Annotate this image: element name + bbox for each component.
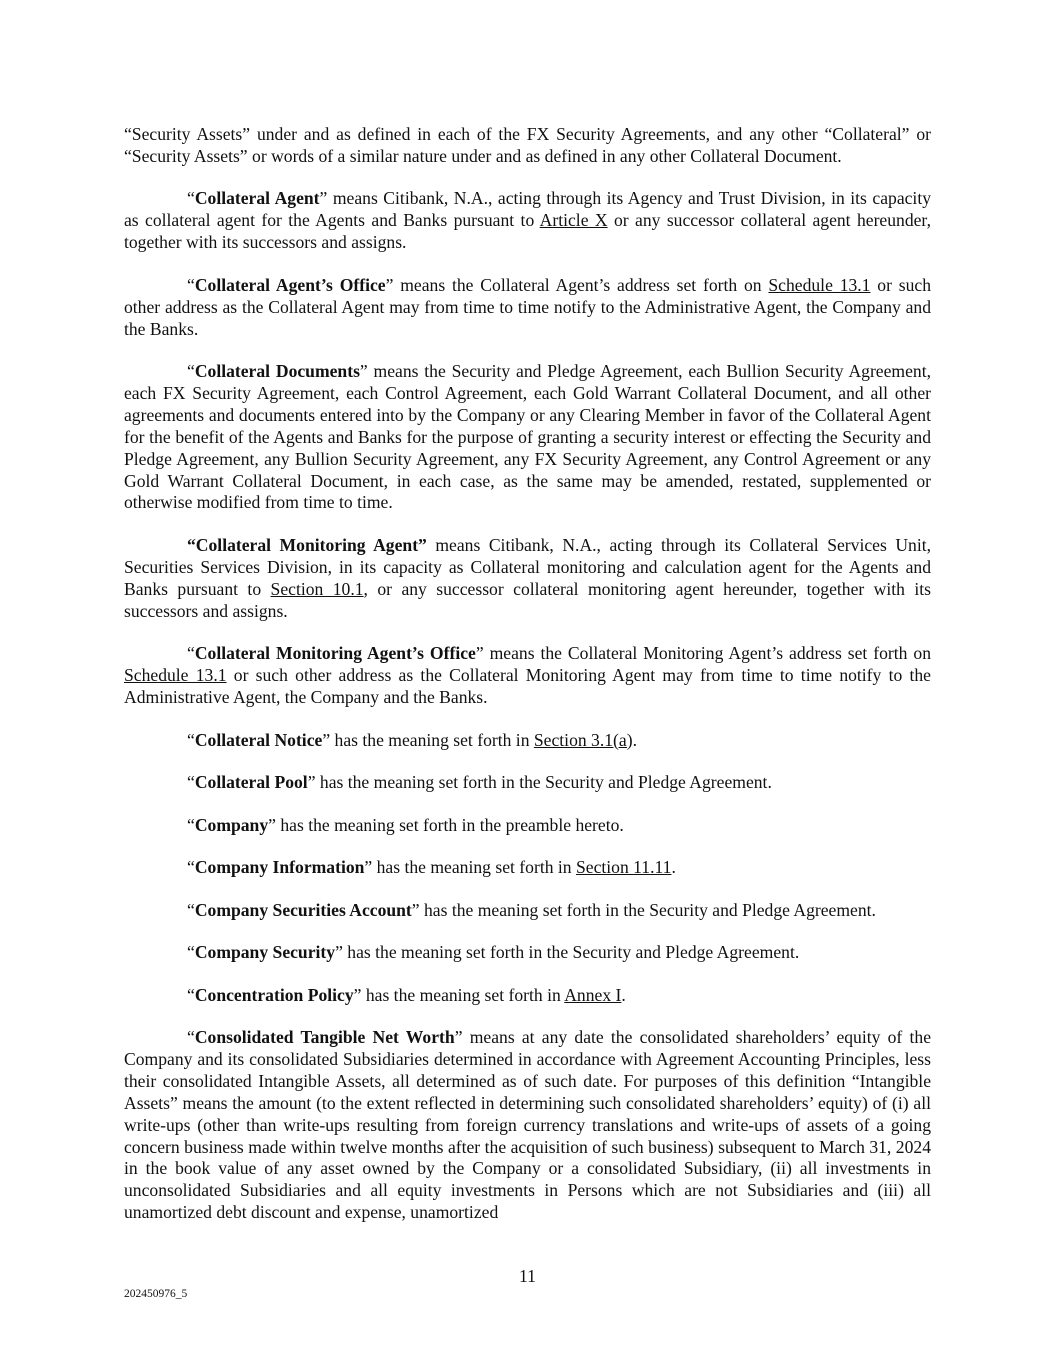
document-id: 202450976_5	[124, 1288, 188, 1300]
definition-company: “Company” has the meaning set forth in the preamble hereto.	[187, 814, 624, 835]
defined-term: Concentration Policy	[194, 984, 354, 1005]
definition-company-security: “Company Security” has the meaning set forth in the Security and Pledge Agreement.	[187, 942, 800, 962]
defined-term: Collateral Agent’s Office	[194, 274, 386, 295]
definition-collateral-agent: “Collateral Agent” means Citibank, N.A., acting through its Agency and Trust Division, in its capacity as collateral agent for the Agents and Banks pursuant to Article X or any successor collateral agent hereunder, together with its successors and assigns.	[124, 188, 932, 253]
defined-term: “Collateral Monitoring Agent”	[187, 534, 427, 555]
definition-collateral-pool: “Collateral Pool” has the meaning set forth in the Security and Pledge Agreement.	[187, 772, 772, 792]
cross-reference: Annex I	[564, 984, 622, 1005]
defined-term: Collateral Pool	[194, 772, 308, 792]
defined-term: Collateral Monitoring Agent’s Office	[194, 643, 476, 664]
cross-reference: Schedule 13.1	[768, 274, 871, 295]
definition-company-securities-account: “Company Securities Account” has the meaning set forth in the Security and Pledge Agreement.	[187, 899, 876, 920]
cross-reference: Schedule 13.1	[124, 665, 227, 686]
definition-collateral-monitoring-agent: “Collateral Monitoring Agent” means Citibank, N.A., acting through its Collateral Services Unit, Securities Services Division, in its capacity as Collateral monitoring and calculation agent for the Agents and Banks pursuant to Section 10.1, or any successor collateral monitoring agent hereunder, together with its successors and assigns.	[124, 534, 931, 621]
defined-term: Collateral Notice	[194, 729, 323, 750]
definition-consolidated-tangible-net-worth: “Consolidated Tangible Net Worth” means at any date the consolidated shareholders’ equity of the Company and its consolidated Subsidiaries determined in accordance with Agreement Accounting Principles, less their consolidated Intangible Assets, all determined as of such date. For purposes of this definition “Intangible Assets” means the amount (to the extent reflected in determining such consolidated shareholders’ equity) of (i) all write-ups (other than write-ups resulting from foreign currency translations and write-ups of assets of a going concern business made within twelve months after the acquisition of such business) subsequent to March 31, 2024 in the book value of any asset owned by the Company or a consolidated Subsidiary, (ii) all investments in unconsolidated Subsidiaries and all equity investments in Persons which are not Subsidiaries and (iii) all unamortized debt discount and expense, unamortized	[124, 1027, 932, 1223]
cross-reference: Article X	[539, 210, 608, 231]
defined-term: Collateral Documents	[194, 361, 360, 382]
definition-collateral-documents: “Collateral Documents” means the Security and Pledge Agreement, each Bullion Security Agreement, each FX Security Agreement, each Control Agreement, each Gold Warrant Collateral Document, and all other agreements and documents entered into by the Company or any Clearing Member in favor of the Collateral Agent for the benefit of the Agents and Banks for the purpose of granting a security interest or effecting the Security and Pledge Agreement, any Bullion Security Agreement, any FX Security Agreement, any Control Agreement or any Gold Warrant Collateral Document, in each case, as the same may be amended, restated, supplemented or otherwise modified from time to time.	[124, 361, 931, 513]
cross-reference: Section 10.1	[270, 578, 364, 599]
defined-term: Company Securities Account	[194, 899, 412, 920]
defined-term: Collateral Agent	[194, 188, 320, 209]
page-number: 11	[519, 1266, 536, 1286]
document-body	[124, 124, 931, 1245]
cross-reference: Section 3.1(a)	[533, 729, 633, 750]
defined-term: Company Information	[194, 857, 365, 877]
definition-collateral-agents-office: “Collateral Agent’s Office” means the Collateral Agent’s address set forth on Schedule 13.1 or such other address as the Collateral Agent may from time to time notify to the Administrative Agent, the Company and the Banks.	[124, 274, 932, 339]
definition-concentration-policy: “Concentration Policy” has the meaning set forth in Annex I.	[187, 984, 626, 1005]
defined-term: Consolidated Tangible Net Worth	[194, 1027, 455, 1047]
continuation-paragraph: “Security Assets” under and as defined in each of the FX Security Agreements, and any other “Collateral” or “Security Assets” or words of a similar nature under and as defined in any other Collateral Document.	[124, 124, 931, 166]
definition-collateral-monitoring-agents-office: “Collateral Monitoring Agent’s Office” means the Collateral Monitoring Agent’s address set forth on Schedule 13.1 or such other address as the Collateral Monitoring Agent may from time to time notify to the Administrative Agent, the Company and the Banks.	[124, 643, 931, 707]
cross-reference: Section 11.11	[575, 857, 672, 877]
definition-collateral-notice: “Collateral Notice” has the meaning set forth in Section 3.1(a).	[187, 729, 637, 750]
defined-term: Company Security	[194, 942, 336, 962]
definition-company-information: “Company Information” has the meaning set forth in Section 11.11.	[187, 857, 676, 877]
defined-term: Company	[194, 814, 269, 835]
